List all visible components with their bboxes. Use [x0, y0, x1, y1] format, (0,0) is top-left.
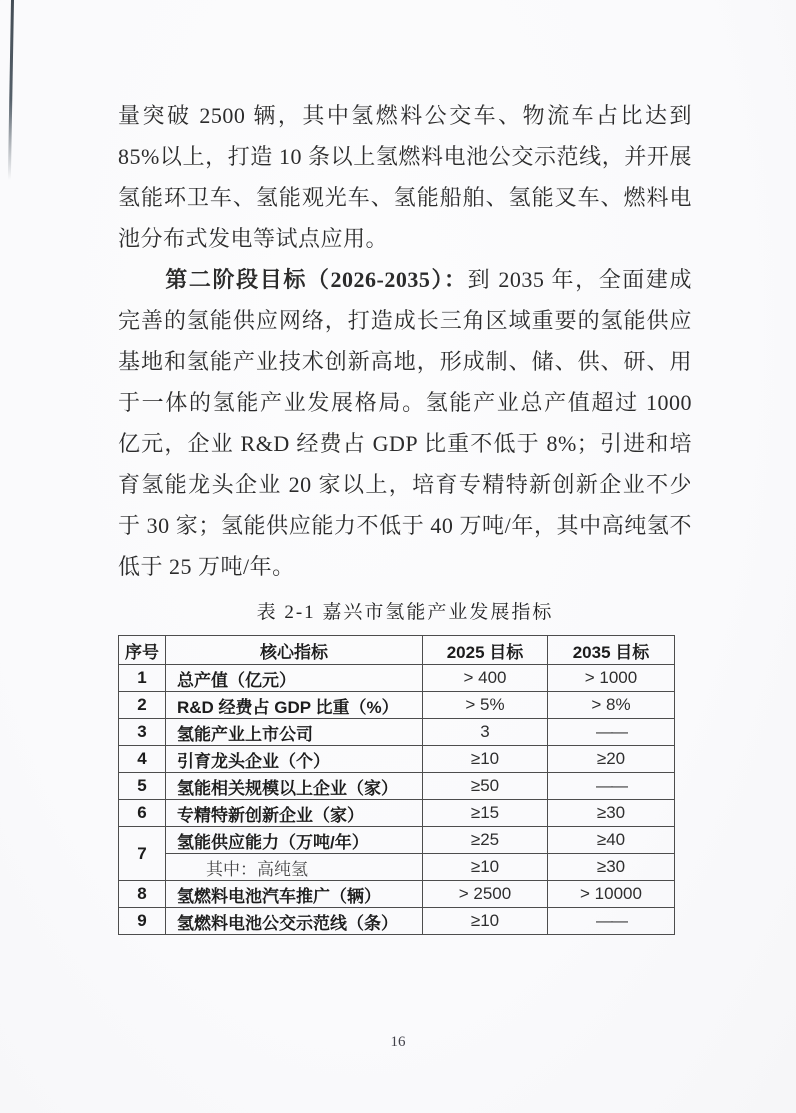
- page-content: [118, 0, 692, 935]
- table-row: [119, 908, 675, 935]
- indicator-cell: 专精特新创新企业（家）: [166, 800, 423, 827]
- page-number: 16: [390, 1034, 406, 1050]
- indicator-cell: 氢能相关规模以上企业（家）: [166, 773, 423, 800]
- table-subrow: [119, 854, 675, 881]
- target-2025-cell: ≥10: [423, 908, 548, 935]
- indicator-cell: 其中：高纯氢: [166, 854, 423, 881]
- table-row: [119, 827, 675, 854]
- target-2035-cell: ——: [548, 908, 675, 935]
- target-2035-cell: > 8%: [548, 692, 675, 719]
- target-2035-cell: ≥40: [548, 827, 675, 854]
- indicator-cell: 氢燃料电池公交示范线（条）: [166, 908, 423, 935]
- table-header-row: [119, 636, 675, 665]
- row-number-cell: 4: [119, 746, 166, 773]
- row-number-cell: 3: [119, 719, 166, 746]
- row-number-cell: 5: [119, 773, 166, 800]
- target-2035-cell: > 10000: [548, 881, 675, 908]
- row-number-cell: 8: [119, 881, 166, 908]
- col-header-indicator: 核心指标: [166, 636, 423, 665]
- row-number-cell: 9: [119, 908, 166, 935]
- col-header-no: 序号: [119, 636, 166, 665]
- target-2025-cell: ≥50: [423, 773, 548, 800]
- scan-artifact-line: [8, 0, 14, 180]
- row-number-cell: 7: [119, 827, 166, 881]
- paragraph-continuation: 量突破 2500 辆，其中氢燃料公交车、物流车占比达到 85%以上，打造 10 条以上氢燃料电池公交示范线，并开展氢能环卫车、氢能观光车、氢能船舶、氢能叉车、燃料电池分布式发电等试点应用。: [118, 103, 692, 251]
- target-2035-cell: ≥20: [548, 746, 675, 773]
- indicator-cell: 引育龙头企业（个）: [166, 746, 423, 773]
- target-2025-cell: > 400: [423, 665, 548, 692]
- indicator-cell: R&D 经费占 GDP 比重（%）: [166, 692, 423, 719]
- indicator-cell: 氢能产业上市公司: [166, 719, 423, 746]
- indicator-cell: 氢燃料电池汽车推广（辆）: [166, 881, 423, 908]
- table-row: [119, 800, 675, 827]
- target-2025-cell: ≥15: [423, 800, 548, 827]
- target-2035-cell: ——: [548, 719, 675, 746]
- target-2025-cell: ≥10: [423, 746, 548, 773]
- target-2035-cell: ≥30: [548, 854, 675, 881]
- target-2025-cell: > 2500: [423, 881, 548, 908]
- indicator-cell: 总产值（亿元）: [166, 665, 423, 692]
- indicator-cell: 氢能供应能力（万吨/年）: [166, 827, 423, 854]
- paragraph-stage-two-goal: [118, 259, 692, 587]
- target-2025-cell: ≥25: [423, 827, 548, 854]
- col-header-2025: 2025 目标: [423, 636, 548, 665]
- target-2035-cell: ≥30: [548, 800, 675, 827]
- paragraph-body: 到 2035 年，全面建成完善的氢能供应网络，打造成长三角区域重要的氢能供应基地和氢能产业技术创新高地，形成制、储、供、研、用于一体的氢能产业发展格局。氢能产业总产值超过 1000 亿元，企业 R&D 经费占 GDP 比重不低于 8%；引进和培育氢能龙头企业 20 家以上，培育专精特新创新企业不少于 30 家；氢能供应能力不低于 40 万吨/年，其中高纯氢不低于 25 万吨/年。: [118, 267, 692, 579]
- paragraph-lead-bold: 第二阶段目标（2026-2035）：: [165, 267, 468, 292]
- target-2035-cell: ——: [548, 773, 675, 800]
- table-row: [119, 773, 675, 800]
- table-row: [119, 746, 675, 773]
- target-2025-cell: ≥10: [423, 854, 548, 881]
- row-number-cell: 1: [119, 665, 166, 692]
- table-row: [119, 881, 675, 908]
- indicator-table: [118, 635, 675, 935]
- row-number-cell: 2: [119, 692, 166, 719]
- row-number-cell: 6: [119, 800, 166, 827]
- target-2025-cell: 3: [423, 719, 548, 746]
- target-2025-cell: > 5%: [423, 692, 548, 719]
- table-caption: 表 2-1 嘉兴市氢能产业发展指标: [256, 602, 554, 623]
- col-header-2035: 2035 目标: [548, 636, 675, 665]
- body-text: [118, 0, 692, 587]
- table-row: [119, 665, 675, 692]
- table-row: [119, 692, 675, 719]
- table-row: [119, 719, 675, 746]
- target-2035-cell: > 1000: [548, 665, 675, 692]
